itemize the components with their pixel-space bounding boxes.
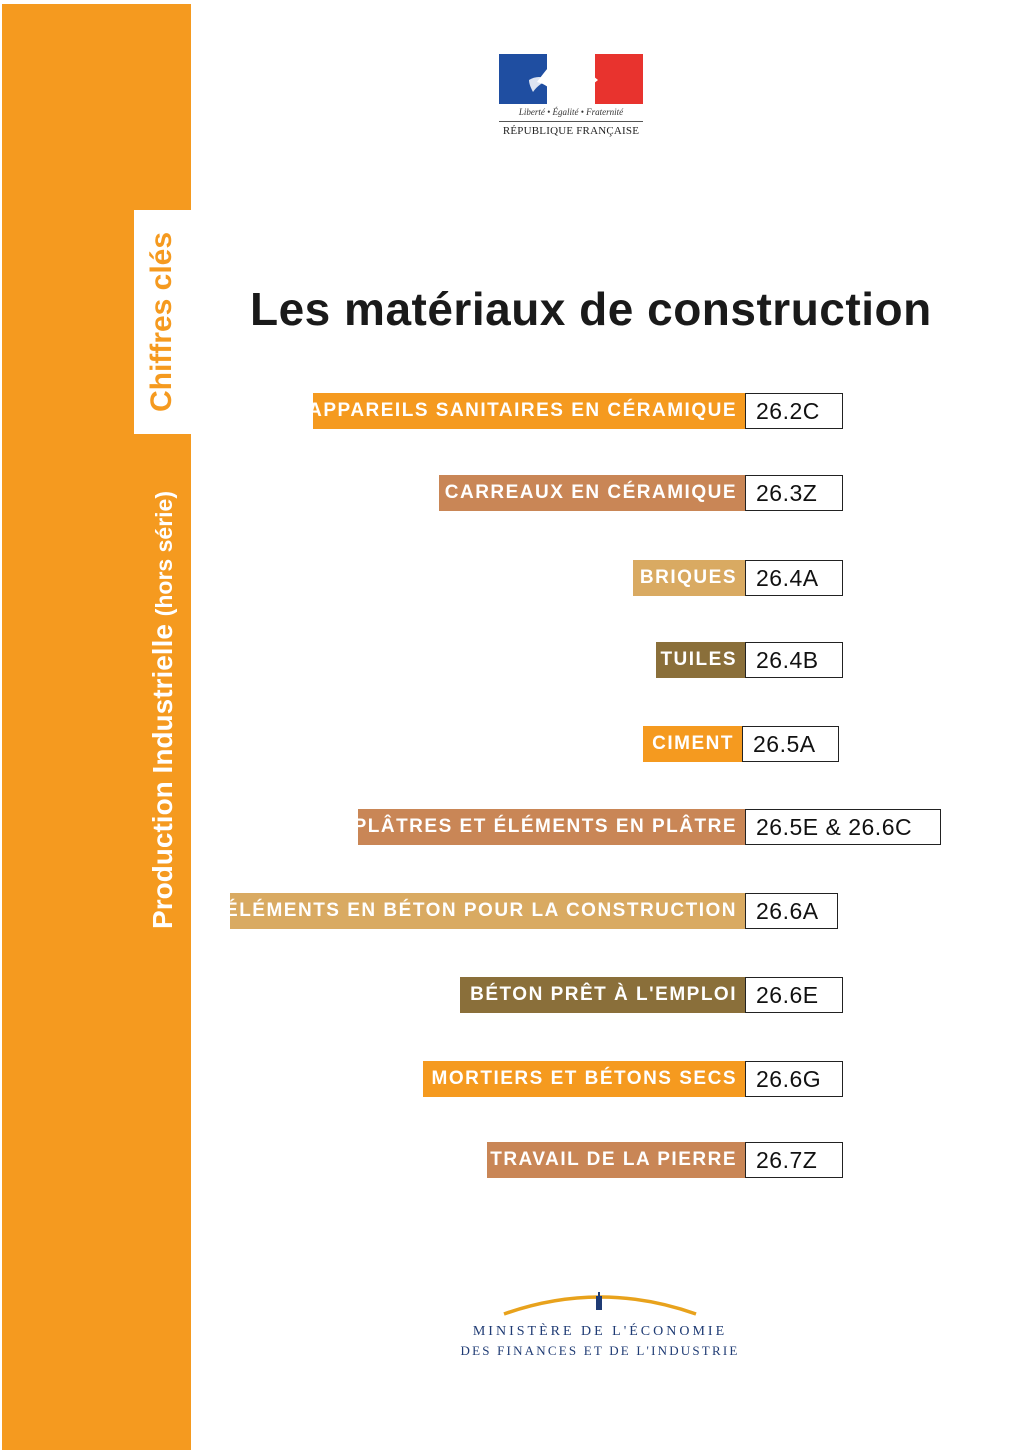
naf-code: 26.4B: [745, 642, 843, 678]
naf-code: 26.7Z: [745, 1142, 843, 1178]
material-row: [225, 893, 838, 929]
series-title-main: Production Industrielle: [147, 624, 178, 929]
ministry-line-1: MINISTÈRE DE L'ÉCONOMIE: [472, 1324, 728, 1339]
material-label: CIMENT: [643, 726, 742, 762]
material-label: CARREAUX EN CÉRAMIQUE: [439, 475, 745, 511]
material-row: [460, 977, 843, 1013]
series-title-sub: (hors série): [151, 491, 177, 617]
material-label: BRIQUES: [633, 560, 745, 596]
material-label: TRAVAIL DE LA PIERRE: [487, 1142, 745, 1178]
material-row: [487, 1142, 843, 1178]
material-row: [308, 393, 843, 429]
series-title: [147, 491, 179, 929]
naf-code: 26.2C: [745, 393, 843, 429]
naf-code: 26.5E & 26.6C: [745, 809, 941, 845]
material-row: [633, 560, 843, 596]
logo-republic: RÉPUBLIQUE FRANÇAISE: [502, 125, 640, 137]
ministry-line-2: DES FINANCES ET DE L'INDUSTRIE: [460, 1343, 740, 1358]
naf-code: 26.6A: [745, 893, 838, 929]
naf-code: 26.5A: [742, 726, 839, 762]
ministry-logo: [440, 1288, 760, 1368]
material-label: TUILES: [656, 642, 745, 678]
naf-code: 26.4A: [745, 560, 843, 596]
material-row: [423, 1061, 843, 1097]
sidebar-tab-label: Chiffres clés: [145, 231, 178, 413]
logo-motto: Liberté • Égalité • Fraternité: [518, 107, 624, 117]
material-row: [353, 809, 941, 845]
naf-code: 26.6E: [745, 977, 843, 1013]
material-label: MORTIERS ET BÉTONS SECS: [423, 1061, 745, 1097]
material-label: PLÂTRES ET ÉLÉMENTS EN PLÂTRE: [358, 809, 745, 845]
material-row: [643, 726, 839, 762]
page-title: Les matériaux de construction: [250, 283, 932, 335]
republique-logo: [497, 52, 645, 144]
material-row: [656, 642, 843, 678]
logo-divider: [499, 121, 643, 122]
ministry-arc-icon: [500, 1288, 700, 1318]
material-label: ÉLÉMENTS EN BÉTON POUR LA CONSTRUCTION: [230, 893, 745, 929]
material-row: [439, 475, 843, 511]
naf-code: 26.3Z: [745, 475, 843, 511]
naf-code: 26.6G: [745, 1061, 843, 1097]
material-label: BÉTON PRÊT À L'EMPLOI: [460, 977, 745, 1013]
marianne-flag-icon: [499, 54, 643, 104]
material-label: APPAREILS SANITAIRES EN CÉRAMIQUE: [313, 393, 745, 429]
